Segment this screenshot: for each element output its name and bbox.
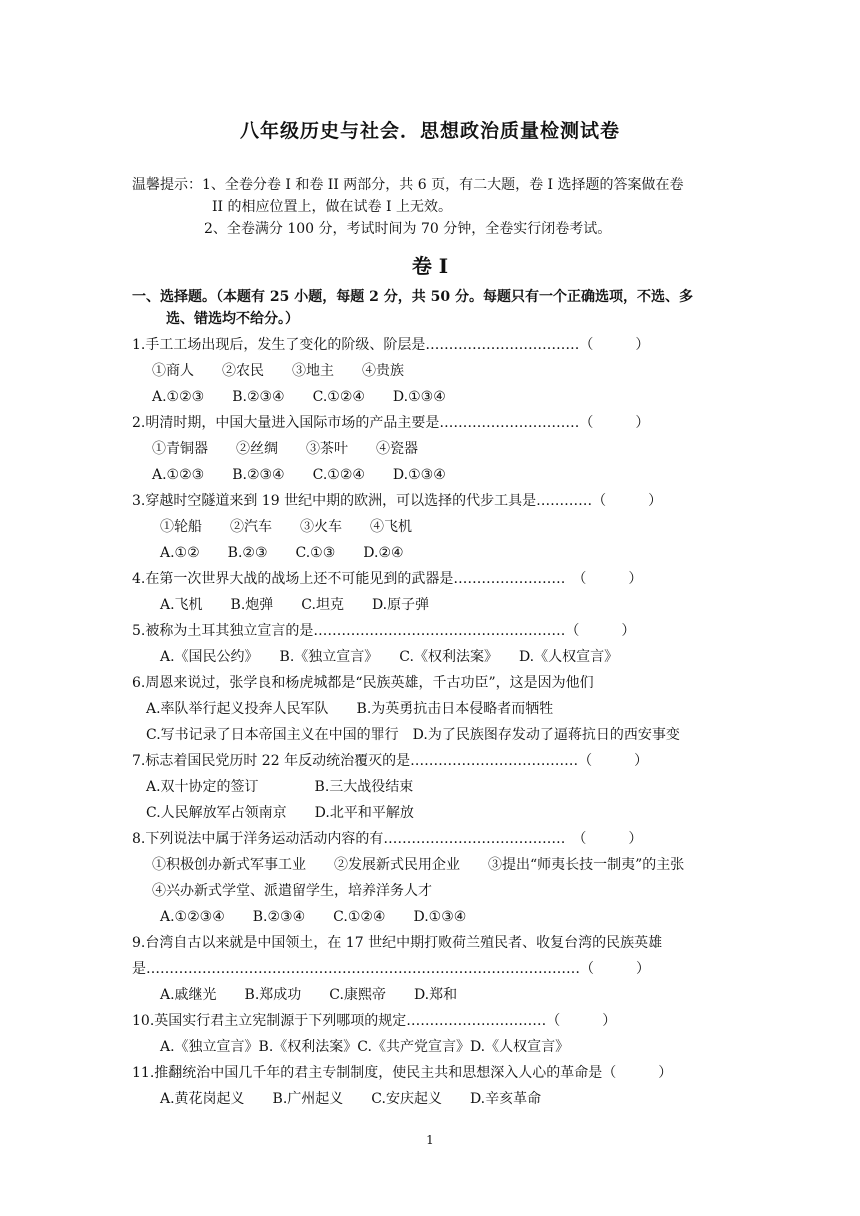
page-title: 八年级历史与社会．思想政治质量检测试卷: [239, 120, 620, 142]
question-option-line: ①青铜器 ②丝绸 ③茶叶 ④瓷器: [152, 441, 418, 457]
part1-heading-cont: 选、错选均不给分。）: [166, 311, 299, 327]
section-title: 卷 I: [411, 254, 449, 278]
question-stem: 4.在第一次世界大战的战场上还不可能见到的武器是…………………… （ ）: [132, 571, 643, 587]
question-option-line: A.黄花岗起义 B.广州起义 C.安庆起义 D.辛亥革命: [160, 1091, 542, 1107]
question-stem: 9.台湾自古以来就是中国领土，在 17 世纪中期打败荷兰殖民者、收复台湾的民族英雄: [132, 935, 663, 951]
question-stem: 11.推翻统治中国几千年的君主专制制度，使民主共和思想深入人心的革命是（ ）: [132, 1065, 673, 1081]
question-stem: 2.明清时期，中国大量进入国际市场的产品主要是…………………………（ ）: [132, 415, 650, 431]
question-option-line: C.写书记录了日本帝国主义在中国的罪行 D.为了民族图存发动了逼蒋抗日的西安事变: [146, 727, 680, 743]
question-option-line: ①积极创办新式军事工业 ②发展新式民用企业 ③提出“师夷长技一制夷”的主张: [152, 857, 685, 873]
question-option-line: ①商人 ②农民 ③地主 ④贵族: [152, 363, 404, 379]
question-stem: 1.手工工场出现后，发生了变化的阶级、阶层是……………………………（ ）: [132, 337, 650, 353]
question-option-line: A.双十协定的签订 B.三大战役结束: [146, 779, 414, 795]
question-option-line: A.率队举行起义投奔人民军队 B.为英勇抗击日本侵略者而牺牲: [146, 701, 554, 717]
question-option-line: A.戚继光 B.郑成功 C.康熙帝 D.郑和: [160, 987, 458, 1003]
question-option-line: A.①②③ B.②③④ C.①②④ D.①③④: [152, 389, 446, 405]
question-option-line: C.人民解放军占领南京 D.北平和平解放: [146, 805, 414, 821]
question-option-line: A.飞机 B.炮弹 C.坦克 D.原子弹: [160, 597, 430, 613]
part1-heading: 一、选择题。（本题有 25 小题，每题 2 分，共 50 分。每题只有一个正确选项，不选、多: [132, 289, 693, 305]
question-option-line: A.①② B.②③ C.①③ D.②④: [160, 545, 404, 561]
question-option-line: ①轮船 ②汽车 ③火车 ④飞机: [160, 519, 412, 535]
notice-line-1: 温馨提示：1、全卷分卷 I 和卷 II 两部分，共 6 页，有二大题，卷 I 选择题的答案做在卷: [132, 177, 684, 193]
question-option-line: A.《独立宣言》B.《权利法案》C.《共产党宣言》D.《人权宣言》: [160, 1039, 570, 1055]
question-stem: 3.穿越时空隧道来到 19 世纪中期的欧洲，可以选择的代步工具是…………（ ）: [132, 493, 663, 509]
question-stem: 10.英国实行君主立宪制源于下列哪项的规定…………………………（ ）: [132, 1013, 617, 1029]
question-stem: 6.周恩来说过，张学良和杨虎城都是“民族英雄，千古功臣”，这是因为他们: [132, 675, 594, 691]
notice-line-2: II 的相应位置上，做在试卷 I 上无效。: [212, 199, 452, 215]
question-option-line: A.①②③ B.②③④ C.①②④ D.①③④: [152, 467, 446, 483]
question-stem: 7.标志着国民党历时 22 年反动统治覆灭的是………………………………（ ）: [132, 753, 649, 769]
notice-line-3: 2、全卷满分 100 分，考试时间为 70 分钟，全卷实行闭卷考试。: [204, 221, 612, 237]
question-option-line: A.①②③④ B.②③④ C.①②④ D.①③④: [160, 909, 467, 925]
question-stem-cont: 是…………………………………………………………………………………（ ）: [132, 961, 650, 977]
page-number: 1: [426, 1133, 434, 1147]
question-option-line: ④兴办新式学堂、派遣留学生，培养洋务人才: [152, 883, 432, 899]
question-stem: 8.下列说法中属于洋务运动活动内容的有………………………………… （ ）: [132, 831, 643, 847]
question-option-line: A.《国民公约》 B.《独立宣言》 C.《权利法案》 D.《人权宣言》: [160, 649, 619, 665]
question-stem: 5.被称为土耳其独立宣言的是………………………………………………（ ）: [132, 623, 636, 639]
